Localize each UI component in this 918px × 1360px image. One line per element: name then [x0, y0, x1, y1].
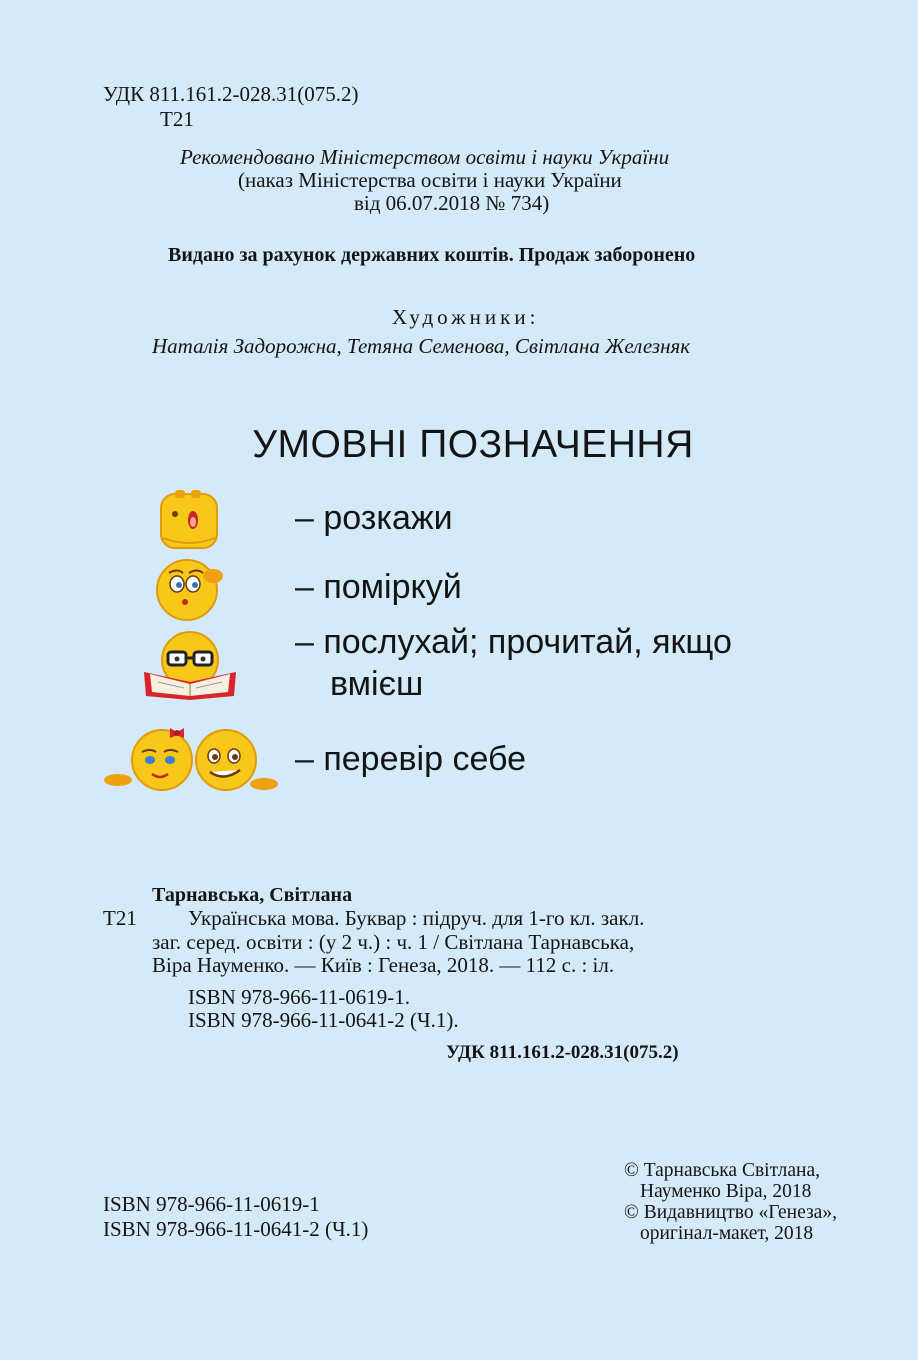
catalog-line-1: Українська мова. Буквар : підруч. для 1-го кл. закл.	[188, 906, 645, 930]
artists-label: Художники:	[392, 305, 540, 329]
publication-note: Видано за рахунок державних коштів. Продаж заборонено	[168, 244, 696, 266]
footer-isbn-2: ISBN 978-966-11-0641-2 (Ч.1)	[103, 1217, 369, 1241]
catalog-code: Т21	[103, 906, 137, 930]
order-line-1: (наказ Міністерства освіти і науки України	[238, 168, 622, 192]
legend-item-think: – поміркуй	[295, 568, 462, 606]
order-line-2: від 06.07.2018 № 734)	[354, 191, 550, 215]
legend-title: УМОВНІ ПОЗНАЧЕННЯ	[252, 423, 694, 466]
thinking-face-icon	[151, 558, 227, 622]
artists-names: Наталія Задорожна, Тетяна Семенова, Світлана Железняк	[152, 334, 691, 358]
reading-face-icon	[140, 630, 240, 700]
two-faces-icon	[102, 724, 280, 796]
talking-face-icon	[155, 488, 223, 550]
legend-item-check: – перевір себе	[295, 740, 526, 778]
legend-item-listen: – послухай; прочитай, якщо	[295, 623, 732, 661]
copyright-line-1: © Тарнавська Світлана,	[624, 1160, 820, 1181]
footer-isbn-1: ISBN 978-966-11-0619-1	[103, 1192, 320, 1216]
author-sign: Т21	[160, 107, 194, 131]
copyright-line-4: оригінал-макет, 2018	[640, 1223, 814, 1244]
copyright-line-3: © Видавництво «Генеза»,	[624, 1202, 837, 1223]
catalog-author: Тарнавська, Світлана	[152, 884, 353, 906]
catalog-isbn-1: ISBN 978-966-11-0619-1.	[188, 985, 411, 1009]
udk-code: УДК 811.161.2-028.31(075.2)	[103, 82, 359, 106]
catalog-line-2: заг. серед. освіти : (у 2 ч.) : ч. 1 / Світлана Тарнавська,	[152, 930, 635, 954]
copyright-line-2: Науменко Віра, 2018	[640, 1181, 812, 1202]
legend-item-tell: – розкажи	[295, 499, 453, 537]
recommendation: Рекомендовано Міністерством освіти і науки України	[180, 145, 670, 169]
catalog-udk: УДК 811.161.2-028.31(075.2)	[446, 1042, 679, 1063]
legend-item-listen-cont: вмієш	[330, 665, 424, 703]
catalog-line-3: Віра Науменко. — Київ : Генеза, 2018. — 112 с. : іл.	[152, 953, 615, 977]
catalog-isbn-2: ISBN 978-966-11-0641-2 (Ч.1).	[188, 1008, 459, 1032]
